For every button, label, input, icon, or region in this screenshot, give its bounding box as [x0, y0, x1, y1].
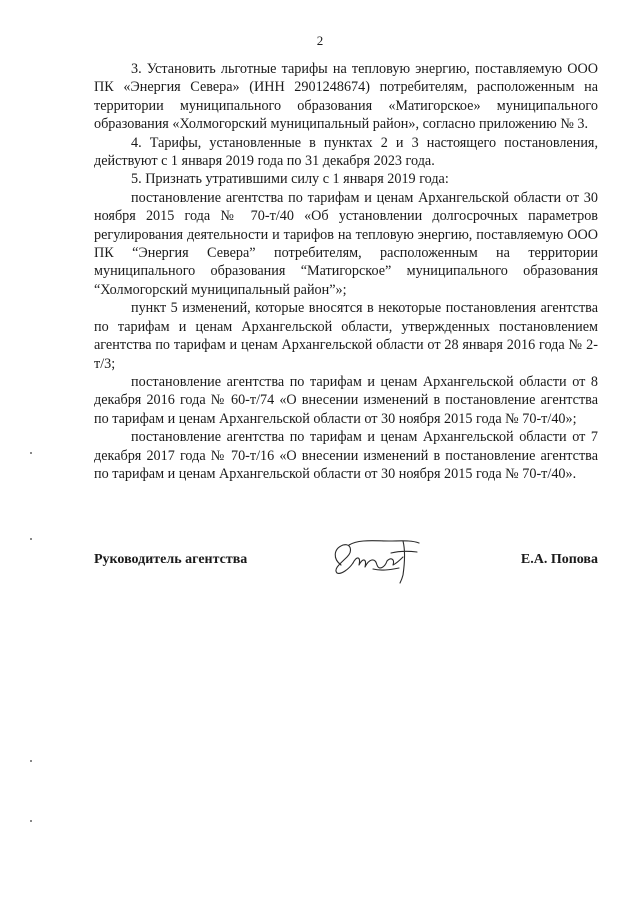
handwritten-signature: [319, 535, 429, 585]
scan-artifact: [30, 538, 32, 540]
document-body: [94, 60, 598, 483]
paragraph-item-3: 3. Установить льготные тарифы на тепловую энергию, поставляемую ООО ПК «Энергия Севера» (ИНН 2901248674) потребителям, расположенным на территории муниципального образования «Матигорское» муниципального образования «Холмогорский муниципальный район», согласно приложению № 3.: [94, 61, 598, 133]
signer-title: Руководитель агентства: [94, 552, 248, 567]
paragraph-item-5: 5. Признать утратившими силу с 1 января 2019 года:: [131, 171, 449, 188]
repealed-act-4: постановление агентства по тарифам и ценам Архангельской области от 7 декабря 2017 года № 70-т/16 «О внесении изменений в постановление агентства по тарифам и ценам Архангельской области от 30 ноября 2015 года № 70-т/40».: [94, 429, 598, 482]
scan-artifact: [30, 820, 32, 822]
paragraph-item-4: 4. Тарифы, установленные в пунктах 2 и 3 настоящего постановления, действуют с 1 января 2019 года по 31 декабря 2023 года.: [94, 134, 598, 170]
scan-artifact: [30, 452, 32, 454]
page-number: 2: [316, 33, 324, 48]
repealed-act-1: постановление агентства по тарифам и ценам Архангельской области от 30 ноября 2015 года № 70-т/40 «Об установлении долгосрочных параметров регулирования деятельности и тарифов на тепловую энергию, поставляемую ООО ПК “Энергия Севера” потребителям, расположенным на территории муниципального образования “Матигорское” муниципального образования “Холмогорский муниципальный район”»;: [94, 189, 598, 298]
repealed-act-3: постановление агентства по тарифам и ценам Архангельской области от 8 декабря 2016 года № 60-т/74 «О внесении изменений в постановление агентства по тарифам и ценам Архангельской области от 30 ноября 2015 года № 70-т/40»;: [94, 373, 598, 427]
scan-artifact: [30, 760, 32, 762]
signer-name: Е.А. Попова: [520, 552, 598, 567]
signature-block: [94, 535, 598, 585]
repealed-act-2: пункт 5 изменений, которые вносятся в некоторые постановления агентства по тарифам и ценам Архангельской области, утвержденных постановлением агентства по тарифам и ценам Архангельской области от 28 января 2016 года № 2-т/3;: [94, 300, 598, 372]
